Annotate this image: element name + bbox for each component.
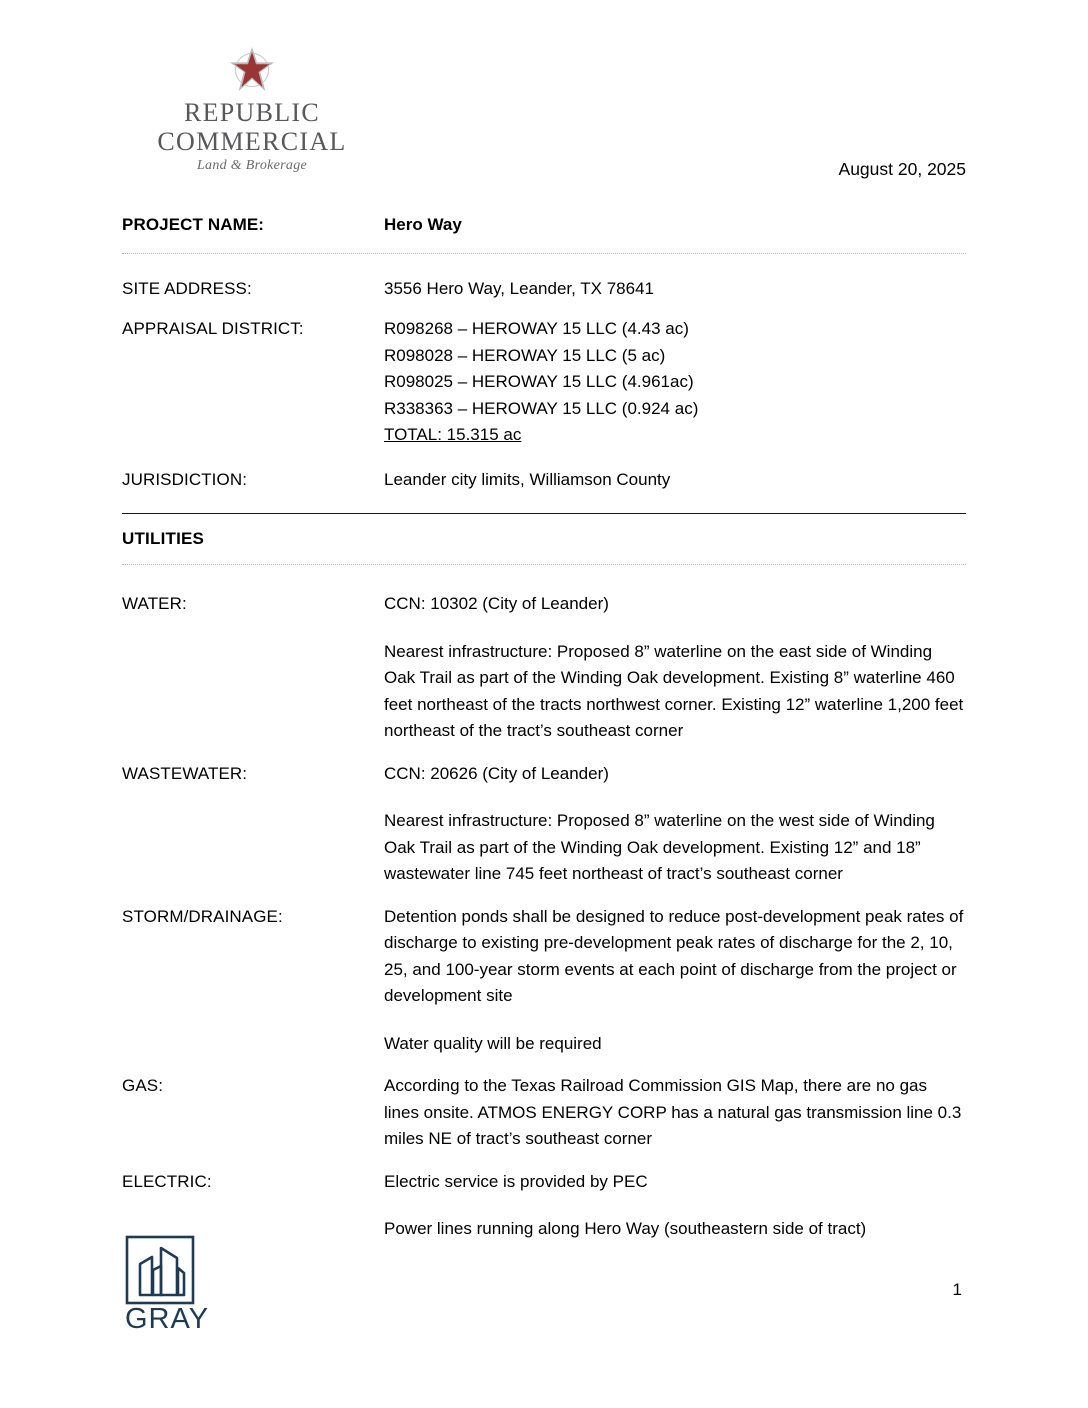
- spacer: [122, 888, 966, 904]
- gray-buildings-icon: [125, 1235, 195, 1305]
- appraisal-parcel-line: R338363 – HEROWAY 15 LLC (0.924 ac): [384, 398, 699, 418]
- field-row-site-address: [122, 276, 966, 303]
- appraisal-parcel-line: R098268 – HEROWAY 15 LLC (4.43 ac): [384, 319, 689, 338]
- gas-label: GAS:: [122, 1076, 164, 1095]
- spacer: [122, 552, 966, 564]
- star-icon: [222, 46, 282, 94]
- gas-description-text: According to the Texas Railroad Commission GIS Map, there are no gas lines onsite. ATMOS ENERGY CORP has a natural gas transmission line 0.3 miles NE of tract’s southeast corner: [384, 1076, 962, 1148]
- brand-name-line-1: REPUBLIC: [183, 98, 321, 127]
- electric-value: [384, 1169, 966, 1243]
- electric-service-text: Electric service is provided by PEC: [384, 1171, 648, 1191]
- field-row-appraisal-district: [122, 316, 966, 449]
- spacer: [122, 254, 966, 276]
- wastewater-ccn-text: CCN: 20626 (City of Leander): [384, 763, 609, 783]
- appraisal-district-value: [384, 316, 966, 449]
- spacer: [122, 239, 966, 253]
- brand-tagline: Land & Brokerage: [196, 158, 308, 173]
- spacer: [122, 302, 966, 316]
- spacer: [122, 1057, 966, 1073]
- appraisal-total-value: TOTAL: 15.315 ac: [384, 425, 522, 444]
- jurisdiction-value: Leander city limits, Williamson County: [384, 469, 671, 489]
- site-address-label: SITE ADDRESS:: [122, 278, 252, 298]
- appraisal-parcel-line: R098028 – HEROWAY 15 LLC (5 ac): [384, 345, 666, 365]
- page-header: [0, 46, 1088, 196]
- wastewater-value: [384, 761, 966, 888]
- jurisdiction-label: JURISDICTION:: [122, 469, 248, 489]
- page-number: 1: [952, 1280, 962, 1299]
- document-date: August 20, 2025: [838, 159, 966, 179]
- wastewater-infrastructure-text: Nearest infrastructure: Proposed 8” waterline on the west side of Winding Oak Trail as part of the Winding Oak development. Existing 12” and 18” wastewater line 745 feet northeast of tract’s southeast corner: [384, 811, 935, 883]
- water-label: WATER:: [122, 594, 187, 613]
- appraisal-district-label: APPRAISAL DISTRICT:: [122, 319, 304, 338]
- electric-label: ELECTRIC:: [122, 1171, 212, 1191]
- spacer: [122, 449, 966, 467]
- storm-drainage-value: [384, 904, 966, 1058]
- brand-name-line-2: COMMERCIAL: [157, 127, 347, 156]
- gray-logo: [125, 1235, 210, 1335]
- appraisal-parcel-line: R098025 – HEROWAY 15 LLC (4.961ac): [384, 372, 694, 391]
- field-row-storm-drainage: [122, 904, 966, 1058]
- republic-commercial-logo: [122, 46, 382, 174]
- spacer: [122, 493, 966, 513]
- water-ccn-text: CCN: 10302 (City of Leander): [384, 594, 609, 613]
- field-row-water: [122, 591, 966, 745]
- field-row-wastewater: [122, 761, 966, 888]
- spacer: [122, 565, 966, 591]
- utilities-section-heading: UTILITIES: [122, 529, 205, 548]
- field-row-project-name: [122, 212, 966, 239]
- water-infrastructure-text: Nearest infrastructure: Proposed 8” waterline on the east side of Winding Oak Trail as part of the Winding Oak development. Existing 8” waterline 460 feet northeast of the tracts northwest corner. Existing 12” waterline 1,200 feet northeast of the tract’s southeast corner: [384, 641, 964, 740]
- storm-drainage-water-quality-text: Water quality will be required: [384, 1033, 602, 1053]
- field-row-electric: [122, 1169, 966, 1243]
- spacer: [122, 1153, 966, 1169]
- water-value: [384, 591, 966, 745]
- field-row-jurisdiction: [122, 467, 966, 494]
- field-row-gas: [122, 1073, 966, 1153]
- electric-power-lines-text: Power lines running along Hero Way (southeastern side of tract): [384, 1219, 867, 1238]
- gas-value: [384, 1073, 966, 1153]
- spacer: [122, 745, 966, 761]
- gray-wordmark: GRAY: [125, 1303, 210, 1335]
- spacer: [122, 514, 966, 526]
- wastewater-label: WASTEWATER:: [122, 763, 248, 783]
- storm-drainage-label: STORM/DRAINAGE:: [122, 906, 283, 926]
- document-body: [122, 212, 966, 1243]
- project-name-value: Hero Way: [384, 215, 462, 234]
- site-address-value: 3556 Hero Way, Leander, TX 78641: [384, 278, 654, 298]
- project-name-label: PROJECT NAME:: [122, 215, 265, 234]
- storm-drainage-detention-text: Detention ponds shall be designed to reduce post-development peak rates of discharge to existing pre-development peak rates of discharge for the 2, 10, 25, and 100-year storm events at each point of discharge from the project or development site: [384, 906, 964, 1005]
